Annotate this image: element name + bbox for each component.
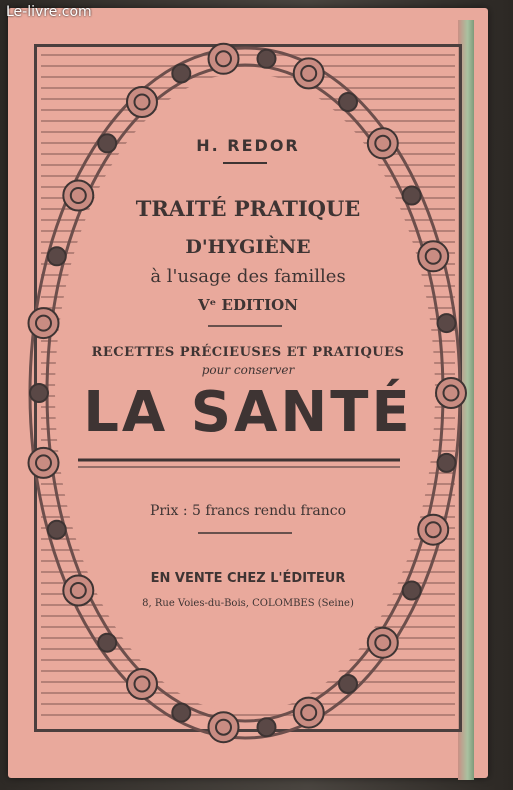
sale-line: EN VENTE CHEZ L'ÉDITEUR bbox=[150, 571, 346, 586]
rose-medallion bbox=[339, 93, 357, 111]
main-title: LA SANTÉ bbox=[83, 380, 413, 445]
rose-medallion bbox=[98, 634, 116, 652]
rose-medallion bbox=[127, 87, 157, 117]
author-name: H. REDOR bbox=[196, 136, 300, 155]
rose-medallion bbox=[438, 314, 456, 332]
watermark: Le-livre.com bbox=[6, 4, 92, 20]
edition: Vᵉ EDITION bbox=[198, 296, 298, 314]
subtitle-line-2: pour conserver bbox=[201, 363, 295, 377]
price: Prix : 5 francs rendu franco bbox=[149, 503, 347, 519]
title-line-1: TRAITÉ PRATIQUE bbox=[135, 196, 361, 221]
title-line-3: à l'usage des familles bbox=[150, 266, 346, 287]
book-cover bbox=[8, 8, 488, 778]
rose-medallion bbox=[438, 454, 456, 472]
rose-medallion bbox=[294, 698, 324, 728]
title-line-2: D'HYGIÈNE bbox=[185, 236, 311, 258]
rose-medallion bbox=[172, 64, 190, 82]
rose-medallion bbox=[339, 675, 357, 693]
rose-medallion bbox=[29, 448, 59, 478]
rose-medallion bbox=[209, 44, 239, 74]
rose-medallion bbox=[258, 718, 276, 736]
subtitle-line-1: RECETTES PRÉCIEUSES ET PRATIQUES bbox=[91, 345, 405, 360]
publisher-address: 8, Rue Voies-du-Bois, COLOMBES (Seine) bbox=[142, 598, 354, 609]
rose-medallion bbox=[172, 704, 190, 722]
rose-medallion bbox=[48, 521, 66, 539]
rose-medallion bbox=[127, 669, 157, 699]
rose-medallion bbox=[258, 50, 276, 68]
rose-medallion bbox=[368, 628, 398, 658]
rose-medallion bbox=[209, 712, 239, 742]
rose-medallion bbox=[418, 515, 448, 545]
rose-medallion bbox=[294, 58, 324, 88]
